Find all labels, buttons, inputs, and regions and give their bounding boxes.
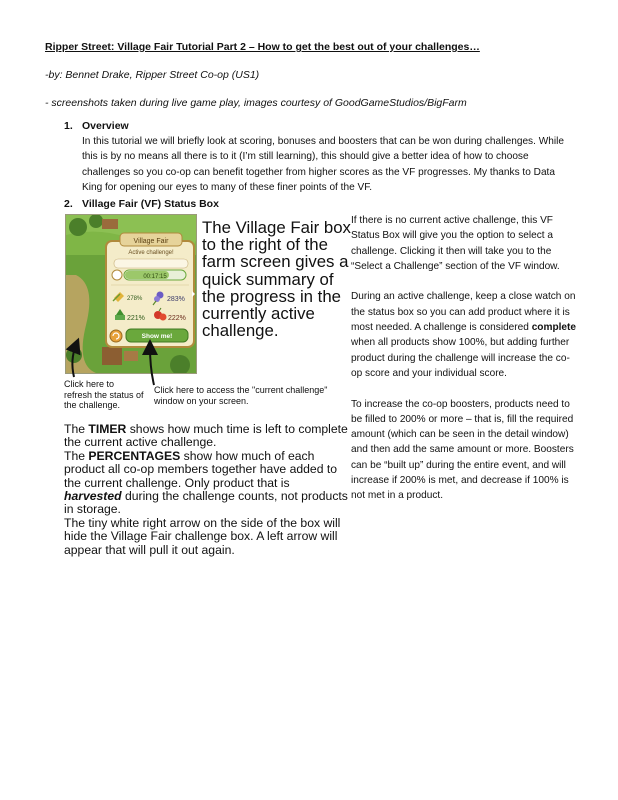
document-title: Ripper Street: Village Fair Tutorial Part 2 – How to get the best out of your challenges…: [45, 41, 480, 53]
status-box-summary: The Village Fair box to the right of the farm screen gives a quick summary of the progress in the currently active challenge.: [202, 218, 351, 341]
overview-paragraph: In this tutorial we will briefly look at scoring, bonuses and boosters that can be won during challenges. While this is by no means all there is to it (I’m still learning), this should give a better idea of how to choose challenges so you co-op can benefit together from higher scores as the VF progresses. My thanks to Data King for opening our eyes to many of these finer points of the VF.: [82, 136, 564, 193]
timer-explanation: The TIMER shows how much time is left to complete the current active challenge.: [64, 422, 348, 450]
status-box-explanation: [64, 423, 349, 557]
percentages-term: PERCENTAGES: [88, 448, 181, 463]
pct-vegetable: 221%: [127, 315, 145, 322]
section-number: 1.: [64, 120, 73, 132]
active-challenge-paragraph: During an active challenge, keep a close watch on the status box so you can add product where it is most needed. A challenge is considered complete when all products show 100%, but adding further product during the challenge will increase the co-op score and your individual score.: [351, 291, 577, 379]
byline: -by: Bennet Drake, Ripper Street Co-op (US1): [45, 69, 260, 81]
timer-value: 00:17:15: [143, 274, 167, 280]
callout-current-challenge: Click here to access the "current challenge" window on your screen.: [154, 385, 328, 406]
credit-line: - screenshots taken during live game play, images courtesy of GoodGameStudios/BigFarm: [45, 97, 467, 109]
section-heading-overview: [64, 120, 129, 132]
percentages-explanation: The PERCENTAGES show how much of each product all co-op members together have added to the current challenge. Only product that is harvested during the challenge counts, not products in storage.: [64, 448, 348, 517]
complete-term: complete: [531, 322, 577, 334]
boosters-paragraph: To increase the co-op boosters, products need to be filled to 200% or more – that is, fill the required amount (which can be seen in the detail window) and then add the same amount or more. Boosters can be “built up” during the entire event, and will increase if 200% is met, and decrease if 100% is not met in a product.: [351, 398, 574, 502]
arrow-explanation: The tiny white right arrow on the side of the box will hide the Village Fair challenge box. A left arrow will appear that will pull it out again.: [64, 515, 341, 557]
pct-fruit: 222%: [168, 315, 186, 322]
section-heading-status-box: [64, 198, 219, 210]
status-box-title: Village Fair: [133, 238, 169, 245]
status-box-image: [66, 215, 196, 373]
refresh-icon[interactable]: [110, 330, 122, 342]
harvested-term: harvested: [64, 489, 122, 504]
section-heading-text: Village Fair (VF) Status Box: [82, 198, 219, 210]
status-box-subtitle: Active challenge!: [128, 250, 174, 256]
show-me-button[interactable]: Show me!: [141, 333, 173, 340]
status-box-screenshot: [65, 214, 197, 374]
no-challenge-paragraph: If there is no current active challenge, this VF Status Box will give you the option to select a challenge. Clicking it then will take you to the “Select a Challenge” section of the VF window.: [351, 215, 560, 272]
section-heading-text: Overview: [82, 120, 129, 132]
section-number: 2.: [64, 198, 73, 210]
pct-flower: 283%: [167, 296, 185, 303]
callout-refresh: Click here to refresh the status of the challenge.: [64, 379, 144, 410]
timer-term: TIMER: [88, 422, 127, 436]
pct-wheat: 278%: [127, 296, 143, 302]
right-column: [351, 213, 579, 519]
